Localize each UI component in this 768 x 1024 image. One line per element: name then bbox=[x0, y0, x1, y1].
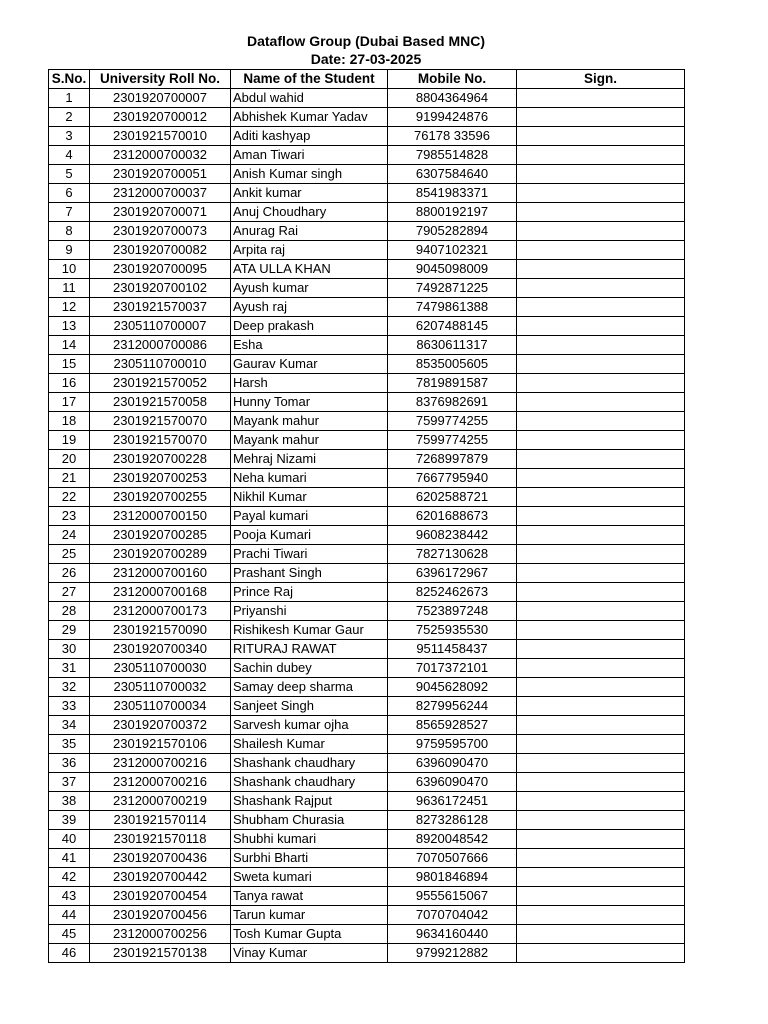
mobile-number-cell: 7017372101 bbox=[388, 659, 517, 678]
serial-number-cell: 34 bbox=[49, 716, 90, 735]
serial-number-cell: 10 bbox=[49, 260, 90, 279]
roll-number-cell: 2312000700150 bbox=[90, 507, 231, 526]
table-row bbox=[49, 545, 685, 564]
serial-number-cell: 14 bbox=[49, 336, 90, 355]
roll-number-cell: 2301921570070 bbox=[90, 412, 231, 431]
table-row bbox=[49, 507, 685, 526]
roll-number-cell: 2301920700007 bbox=[90, 89, 231, 108]
serial-number-cell: 33 bbox=[49, 697, 90, 716]
signature-cell bbox=[517, 165, 685, 184]
student-name-cell: Pooja Kumari bbox=[231, 526, 388, 545]
signature-cell bbox=[517, 678, 685, 697]
table-row bbox=[49, 583, 685, 602]
serial-number-cell: 28 bbox=[49, 602, 90, 621]
table-row bbox=[49, 887, 685, 906]
mobile-number-cell: 6202588721 bbox=[388, 488, 517, 507]
student-name-cell: Shailesh Kumar bbox=[231, 735, 388, 754]
student-name-cell: Tosh Kumar Gupta bbox=[231, 925, 388, 944]
roll-number-cell: 2312000700256 bbox=[90, 925, 231, 944]
roll-number-cell: 2301920700456 bbox=[90, 906, 231, 925]
roll-number-cell: 2301921570106 bbox=[90, 735, 231, 754]
serial-number-cell: 24 bbox=[49, 526, 90, 545]
mobile-number-cell: 8630611317 bbox=[388, 336, 517, 355]
attendance-table bbox=[48, 69, 685, 963]
table-row bbox=[49, 146, 685, 165]
signature-cell bbox=[517, 526, 685, 545]
serial-number-cell: 44 bbox=[49, 906, 90, 925]
mobile-number-cell: 9511458437 bbox=[388, 640, 517, 659]
signature-cell bbox=[517, 298, 685, 317]
serial-number-cell: 9 bbox=[49, 241, 90, 260]
student-name-cell: Sachin dubey bbox=[231, 659, 388, 678]
student-name-cell: Mayank mahur bbox=[231, 431, 388, 450]
roll-number-cell: 2312000700216 bbox=[90, 773, 231, 792]
signature-cell bbox=[517, 146, 685, 165]
student-name-cell: Nikhil Kumar bbox=[231, 488, 388, 507]
table-row bbox=[49, 564, 685, 583]
student-name-cell: Arpita raj bbox=[231, 241, 388, 260]
table-row bbox=[49, 260, 685, 279]
mobile-number-cell: 8565928527 bbox=[388, 716, 517, 735]
roll-number-cell: 2305110700007 bbox=[90, 317, 231, 336]
mobile-number-cell: 6396090470 bbox=[388, 773, 517, 792]
signature-cell bbox=[517, 621, 685, 640]
serial-number-cell: 46 bbox=[49, 944, 90, 963]
document-date: Date: 27-03-2025 bbox=[310, 51, 422, 67]
serial-number-cell: 45 bbox=[49, 925, 90, 944]
serial-number-cell: 43 bbox=[49, 887, 90, 906]
student-name-cell: Prince Raj bbox=[231, 583, 388, 602]
signature-cell bbox=[517, 716, 685, 735]
student-name-cell: Priyanshi bbox=[231, 602, 388, 621]
student-name-cell: Rishikesh Kumar Gaur bbox=[231, 621, 388, 640]
mobile-number-cell: 7599774255 bbox=[388, 431, 517, 450]
student-name-cell: Mehraj Nizami bbox=[231, 450, 388, 469]
mobile-number-cell: 9045098009 bbox=[388, 260, 517, 279]
column-header-sign: Sign. bbox=[517, 70, 685, 89]
roll-number-cell: 2301920700289 bbox=[90, 545, 231, 564]
table-row bbox=[49, 469, 685, 488]
student-name-cell: Prachi Tiwari bbox=[231, 545, 388, 564]
serial-number-cell: 15 bbox=[49, 355, 90, 374]
roll-number-cell: 2301920700340 bbox=[90, 640, 231, 659]
student-name-cell: Samay deep sharma bbox=[231, 678, 388, 697]
serial-number-cell: 32 bbox=[49, 678, 90, 697]
table-row bbox=[49, 241, 685, 260]
roll-number-cell: 2301920700012 bbox=[90, 108, 231, 127]
mobile-number-cell: 9634160440 bbox=[388, 925, 517, 944]
table-row bbox=[49, 317, 685, 336]
mobile-number-cell: 9799212882 bbox=[388, 944, 517, 963]
serial-number-cell: 3 bbox=[49, 127, 90, 146]
student-name-cell: Vinay Kumar bbox=[231, 944, 388, 963]
mobile-number-cell: 7819891587 bbox=[388, 374, 517, 393]
serial-number-cell: 39 bbox=[49, 811, 90, 830]
student-name-cell: ATA ULLA KHAN bbox=[231, 260, 388, 279]
mobile-number-cell: 7905282894 bbox=[388, 222, 517, 241]
signature-cell bbox=[517, 773, 685, 792]
student-name-cell: Sweta kumari bbox=[231, 868, 388, 887]
mobile-number-cell: 8920048542 bbox=[388, 830, 517, 849]
student-name-cell: Anish Kumar singh bbox=[231, 165, 388, 184]
table-body bbox=[49, 89, 685, 963]
mobile-number-cell: 6396172967 bbox=[388, 564, 517, 583]
signature-cell bbox=[517, 241, 685, 260]
signature-cell bbox=[517, 830, 685, 849]
table-row bbox=[49, 355, 685, 374]
mobile-number-cell: 8273286128 bbox=[388, 811, 517, 830]
serial-number-cell: 35 bbox=[49, 735, 90, 754]
serial-number-cell: 19 bbox=[49, 431, 90, 450]
signature-cell bbox=[517, 127, 685, 146]
column-header-student-name: Name of the Student bbox=[231, 70, 388, 89]
signature-cell bbox=[517, 944, 685, 963]
signature-cell bbox=[517, 260, 685, 279]
serial-number-cell: 8 bbox=[49, 222, 90, 241]
table-row bbox=[49, 868, 685, 887]
serial-number-cell: 5 bbox=[49, 165, 90, 184]
mobile-number-cell: 7070704042 bbox=[388, 906, 517, 925]
serial-number-cell: 12 bbox=[49, 298, 90, 317]
serial-number-cell: 40 bbox=[49, 830, 90, 849]
roll-number-cell: 2301920700442 bbox=[90, 868, 231, 887]
signature-cell bbox=[517, 754, 685, 773]
signature-cell bbox=[517, 887, 685, 906]
mobile-number-cell: 9801846894 bbox=[388, 868, 517, 887]
student-name-cell: Ayush raj bbox=[231, 298, 388, 317]
mobile-number-cell: 8541983371 bbox=[388, 184, 517, 203]
roll-number-cell: 2301920700095 bbox=[90, 260, 231, 279]
serial-number-cell: 38 bbox=[49, 792, 90, 811]
student-name-cell: Shashank Rajput bbox=[231, 792, 388, 811]
table-row bbox=[49, 393, 685, 412]
table-row bbox=[49, 640, 685, 659]
table-row bbox=[49, 944, 685, 963]
serial-number-cell: 30 bbox=[49, 640, 90, 659]
student-name-cell: Shashank chaudhary bbox=[231, 754, 388, 773]
signature-cell bbox=[517, 868, 685, 887]
column-header-mobile-no: Mobile No. bbox=[388, 70, 517, 89]
serial-number-cell: 2 bbox=[49, 108, 90, 127]
student-name-cell: Deep prakash bbox=[231, 317, 388, 336]
mobile-number-cell: 9636172451 bbox=[388, 792, 517, 811]
roll-number-cell: 2312000700216 bbox=[90, 754, 231, 773]
document-header bbox=[48, 32, 684, 68]
roll-number-cell: 2301920700051 bbox=[90, 165, 231, 184]
mobile-number-cell: 9608238442 bbox=[388, 526, 517, 545]
roll-number-cell: 2301920700255 bbox=[90, 488, 231, 507]
roll-number-cell: 2301921570052 bbox=[90, 374, 231, 393]
table-row bbox=[49, 602, 685, 621]
roll-number-cell: 2301920700102 bbox=[90, 279, 231, 298]
signature-cell bbox=[517, 507, 685, 526]
serial-number-cell: 42 bbox=[49, 868, 90, 887]
table-row bbox=[49, 526, 685, 545]
mobile-number-cell: 8376982691 bbox=[388, 393, 517, 412]
student-name-cell: Anurag Rai bbox=[231, 222, 388, 241]
signature-cell bbox=[517, 564, 685, 583]
mobile-number-cell: 6396090470 bbox=[388, 754, 517, 773]
table-row bbox=[49, 127, 685, 146]
table-row bbox=[49, 830, 685, 849]
roll-number-cell: 2305110700034 bbox=[90, 697, 231, 716]
table-row bbox=[49, 621, 685, 640]
table-row bbox=[49, 374, 685, 393]
serial-number-cell: 31 bbox=[49, 659, 90, 678]
signature-cell bbox=[517, 583, 685, 602]
student-name-cell: Prashant Singh bbox=[231, 564, 388, 583]
mobile-number-cell: 76178 33596 bbox=[388, 127, 517, 146]
mobile-number-cell: 8804364964 bbox=[388, 89, 517, 108]
signature-cell bbox=[517, 108, 685, 127]
student-name-cell: Shashank chaudhary bbox=[231, 773, 388, 792]
roll-number-cell: 2301920700071 bbox=[90, 203, 231, 222]
table-row bbox=[49, 697, 685, 716]
mobile-number-cell: 9759595700 bbox=[388, 735, 517, 754]
table-row bbox=[49, 925, 685, 944]
student-name-cell: Anuj Choudhary bbox=[231, 203, 388, 222]
signature-cell bbox=[517, 545, 685, 564]
mobile-number-cell: 7268997879 bbox=[388, 450, 517, 469]
student-name-cell: Mayank mahur bbox=[231, 412, 388, 431]
mobile-number-cell: 8252462673 bbox=[388, 583, 517, 602]
mobile-number-cell: 8535005605 bbox=[388, 355, 517, 374]
column-header-roll-no: University Roll No. bbox=[90, 70, 231, 89]
signature-cell bbox=[517, 450, 685, 469]
serial-number-cell: 7 bbox=[49, 203, 90, 222]
roll-number-cell: 2312000700160 bbox=[90, 564, 231, 583]
signature-cell bbox=[517, 222, 685, 241]
signature-cell bbox=[517, 735, 685, 754]
table-row bbox=[49, 792, 685, 811]
roll-number-cell: 2301921570010 bbox=[90, 127, 231, 146]
student-name-cell: Harsh bbox=[231, 374, 388, 393]
table-row bbox=[49, 488, 685, 507]
table-row bbox=[49, 659, 685, 678]
table-row bbox=[49, 849, 685, 868]
serial-number-cell: 11 bbox=[49, 279, 90, 298]
roll-number-cell: 2301921570037 bbox=[90, 298, 231, 317]
serial-number-cell: 17 bbox=[49, 393, 90, 412]
signature-cell bbox=[517, 659, 685, 678]
serial-number-cell: 25 bbox=[49, 545, 90, 564]
student-name-cell: Shubhi kumari bbox=[231, 830, 388, 849]
serial-number-cell: 6 bbox=[49, 184, 90, 203]
mobile-number-cell: 7985514828 bbox=[388, 146, 517, 165]
student-name-cell: Surbhi Bharti bbox=[231, 849, 388, 868]
mobile-number-cell: 7827130628 bbox=[388, 545, 517, 564]
student-name-cell: Aman Tiwari bbox=[231, 146, 388, 165]
mobile-number-cell: 7667795940 bbox=[388, 469, 517, 488]
mobile-number-cell: 8279956244 bbox=[388, 697, 517, 716]
roll-number-cell: 2301920700073 bbox=[90, 222, 231, 241]
table-row bbox=[49, 203, 685, 222]
roll-number-cell: 2301920700454 bbox=[90, 887, 231, 906]
student-name-cell: Tanya rawat bbox=[231, 887, 388, 906]
table-row bbox=[49, 222, 685, 241]
table-row bbox=[49, 89, 685, 108]
roll-number-cell: 2301921570118 bbox=[90, 830, 231, 849]
signature-cell bbox=[517, 374, 685, 393]
mobile-number-cell: 7070507666 bbox=[388, 849, 517, 868]
table-row bbox=[49, 298, 685, 317]
signature-cell bbox=[517, 925, 685, 944]
roll-number-cell: 2301920700285 bbox=[90, 526, 231, 545]
table-row bbox=[49, 678, 685, 697]
student-name-cell: Aditi kashyap bbox=[231, 127, 388, 146]
mobile-number-cell: 7479861388 bbox=[388, 298, 517, 317]
mobile-number-cell: 6307584640 bbox=[388, 165, 517, 184]
column-header-sno: S.No. bbox=[49, 70, 90, 89]
mobile-number-cell: 6207488145 bbox=[388, 317, 517, 336]
signature-cell bbox=[517, 412, 685, 431]
mobile-number-cell: 8800192197 bbox=[388, 203, 517, 222]
serial-number-cell: 1 bbox=[49, 89, 90, 108]
signature-cell bbox=[517, 336, 685, 355]
table-row bbox=[49, 165, 685, 184]
roll-number-cell: 2301921570090 bbox=[90, 621, 231, 640]
roll-number-cell: 2301920700253 bbox=[90, 469, 231, 488]
student-name-cell: Gaurav Kumar bbox=[231, 355, 388, 374]
table-row bbox=[49, 279, 685, 298]
table-header-row bbox=[49, 70, 685, 89]
student-name-cell: Abhishek Kumar Yadav bbox=[231, 108, 388, 127]
signature-cell bbox=[517, 203, 685, 222]
roll-number-cell: 2305110700030 bbox=[90, 659, 231, 678]
serial-number-cell: 4 bbox=[49, 146, 90, 165]
serial-number-cell: 22 bbox=[49, 488, 90, 507]
mobile-number-cell: 9555615067 bbox=[388, 887, 517, 906]
serial-number-cell: 20 bbox=[49, 450, 90, 469]
student-name-cell: RITURAJ RAWAT bbox=[231, 640, 388, 659]
serial-number-cell: 41 bbox=[49, 849, 90, 868]
mobile-number-cell: 7492871225 bbox=[388, 279, 517, 298]
student-name-cell: Neha kumari bbox=[231, 469, 388, 488]
roll-number-cell: 2312000700086 bbox=[90, 336, 231, 355]
table-row bbox=[49, 412, 685, 431]
table-row bbox=[49, 735, 685, 754]
student-name-cell: Payal kumari bbox=[231, 507, 388, 526]
signature-cell bbox=[517, 640, 685, 659]
signature-cell bbox=[517, 317, 685, 336]
roll-number-cell: 2312000700168 bbox=[90, 583, 231, 602]
table-row bbox=[49, 336, 685, 355]
serial-number-cell: 29 bbox=[49, 621, 90, 640]
signature-cell bbox=[517, 355, 685, 374]
table-row bbox=[49, 754, 685, 773]
signature-cell bbox=[517, 279, 685, 298]
table-row bbox=[49, 811, 685, 830]
signature-cell bbox=[517, 488, 685, 507]
roll-number-cell: 2305110700032 bbox=[90, 678, 231, 697]
roll-number-cell: 2312000700032 bbox=[90, 146, 231, 165]
mobile-number-cell: 7525935530 bbox=[388, 621, 517, 640]
table-row bbox=[49, 108, 685, 127]
signature-cell bbox=[517, 906, 685, 925]
signature-cell bbox=[517, 184, 685, 203]
mobile-number-cell: 6201688673 bbox=[388, 507, 517, 526]
signature-cell bbox=[517, 602, 685, 621]
student-name-cell: Ayush kumar bbox=[231, 279, 388, 298]
roll-number-cell: 2301921570138 bbox=[90, 944, 231, 963]
serial-number-cell: 16 bbox=[49, 374, 90, 393]
mobile-number-cell: 9045628092 bbox=[388, 678, 517, 697]
serial-number-cell: 27 bbox=[49, 583, 90, 602]
student-name-cell: Esha bbox=[231, 336, 388, 355]
mobile-number-cell: 9407102321 bbox=[388, 241, 517, 260]
student-name-cell: Tarun kumar bbox=[231, 906, 388, 925]
signature-cell bbox=[517, 811, 685, 830]
student-name-cell: Ankit kumar bbox=[231, 184, 388, 203]
serial-number-cell: 18 bbox=[49, 412, 90, 431]
mobile-number-cell: 7523897248 bbox=[388, 602, 517, 621]
signature-cell bbox=[517, 469, 685, 488]
serial-number-cell: 26 bbox=[49, 564, 90, 583]
roll-number-cell: 2301921570114 bbox=[90, 811, 231, 830]
roll-number-cell: 2301921570058 bbox=[90, 393, 231, 412]
student-name-cell: Hunny Tomar bbox=[231, 393, 388, 412]
signature-cell bbox=[517, 697, 685, 716]
student-name-cell: Shubham Churasia bbox=[231, 811, 388, 830]
roll-number-cell: 2301921570070 bbox=[90, 431, 231, 450]
table-row bbox=[49, 906, 685, 925]
roll-number-cell: 2301920700436 bbox=[90, 849, 231, 868]
signature-cell bbox=[517, 849, 685, 868]
serial-number-cell: 13 bbox=[49, 317, 90, 336]
table-row bbox=[49, 184, 685, 203]
student-name-cell: Sanjeet Singh bbox=[231, 697, 388, 716]
serial-number-cell: 23 bbox=[49, 507, 90, 526]
serial-number-cell: 21 bbox=[49, 469, 90, 488]
table-row bbox=[49, 716, 685, 735]
table-row bbox=[49, 431, 685, 450]
signature-cell bbox=[517, 393, 685, 412]
roll-number-cell: 2312000700173 bbox=[90, 602, 231, 621]
mobile-number-cell: 9199424876 bbox=[388, 108, 517, 127]
mobile-number-cell: 7599774255 bbox=[388, 412, 517, 431]
roll-number-cell: 2301920700082 bbox=[90, 241, 231, 260]
roll-number-cell: 2312000700037 bbox=[90, 184, 231, 203]
signature-cell bbox=[517, 431, 685, 450]
serial-number-cell: 37 bbox=[49, 773, 90, 792]
signature-cell bbox=[517, 89, 685, 108]
roll-number-cell: 2312000700219 bbox=[90, 792, 231, 811]
roll-number-cell: 2301920700372 bbox=[90, 716, 231, 735]
roll-number-cell: 2301920700228 bbox=[90, 450, 231, 469]
signature-cell bbox=[517, 792, 685, 811]
student-name-cell: Sarvesh kumar ojha bbox=[231, 716, 388, 735]
document-title: Dataflow Group (Dubai Based MNC) bbox=[246, 33, 485, 49]
table-row bbox=[49, 773, 685, 792]
table-row bbox=[49, 450, 685, 469]
roll-number-cell: 2305110700010 bbox=[90, 355, 231, 374]
serial-number-cell: 36 bbox=[49, 754, 90, 773]
student-name-cell: Abdul wahid bbox=[231, 89, 388, 108]
